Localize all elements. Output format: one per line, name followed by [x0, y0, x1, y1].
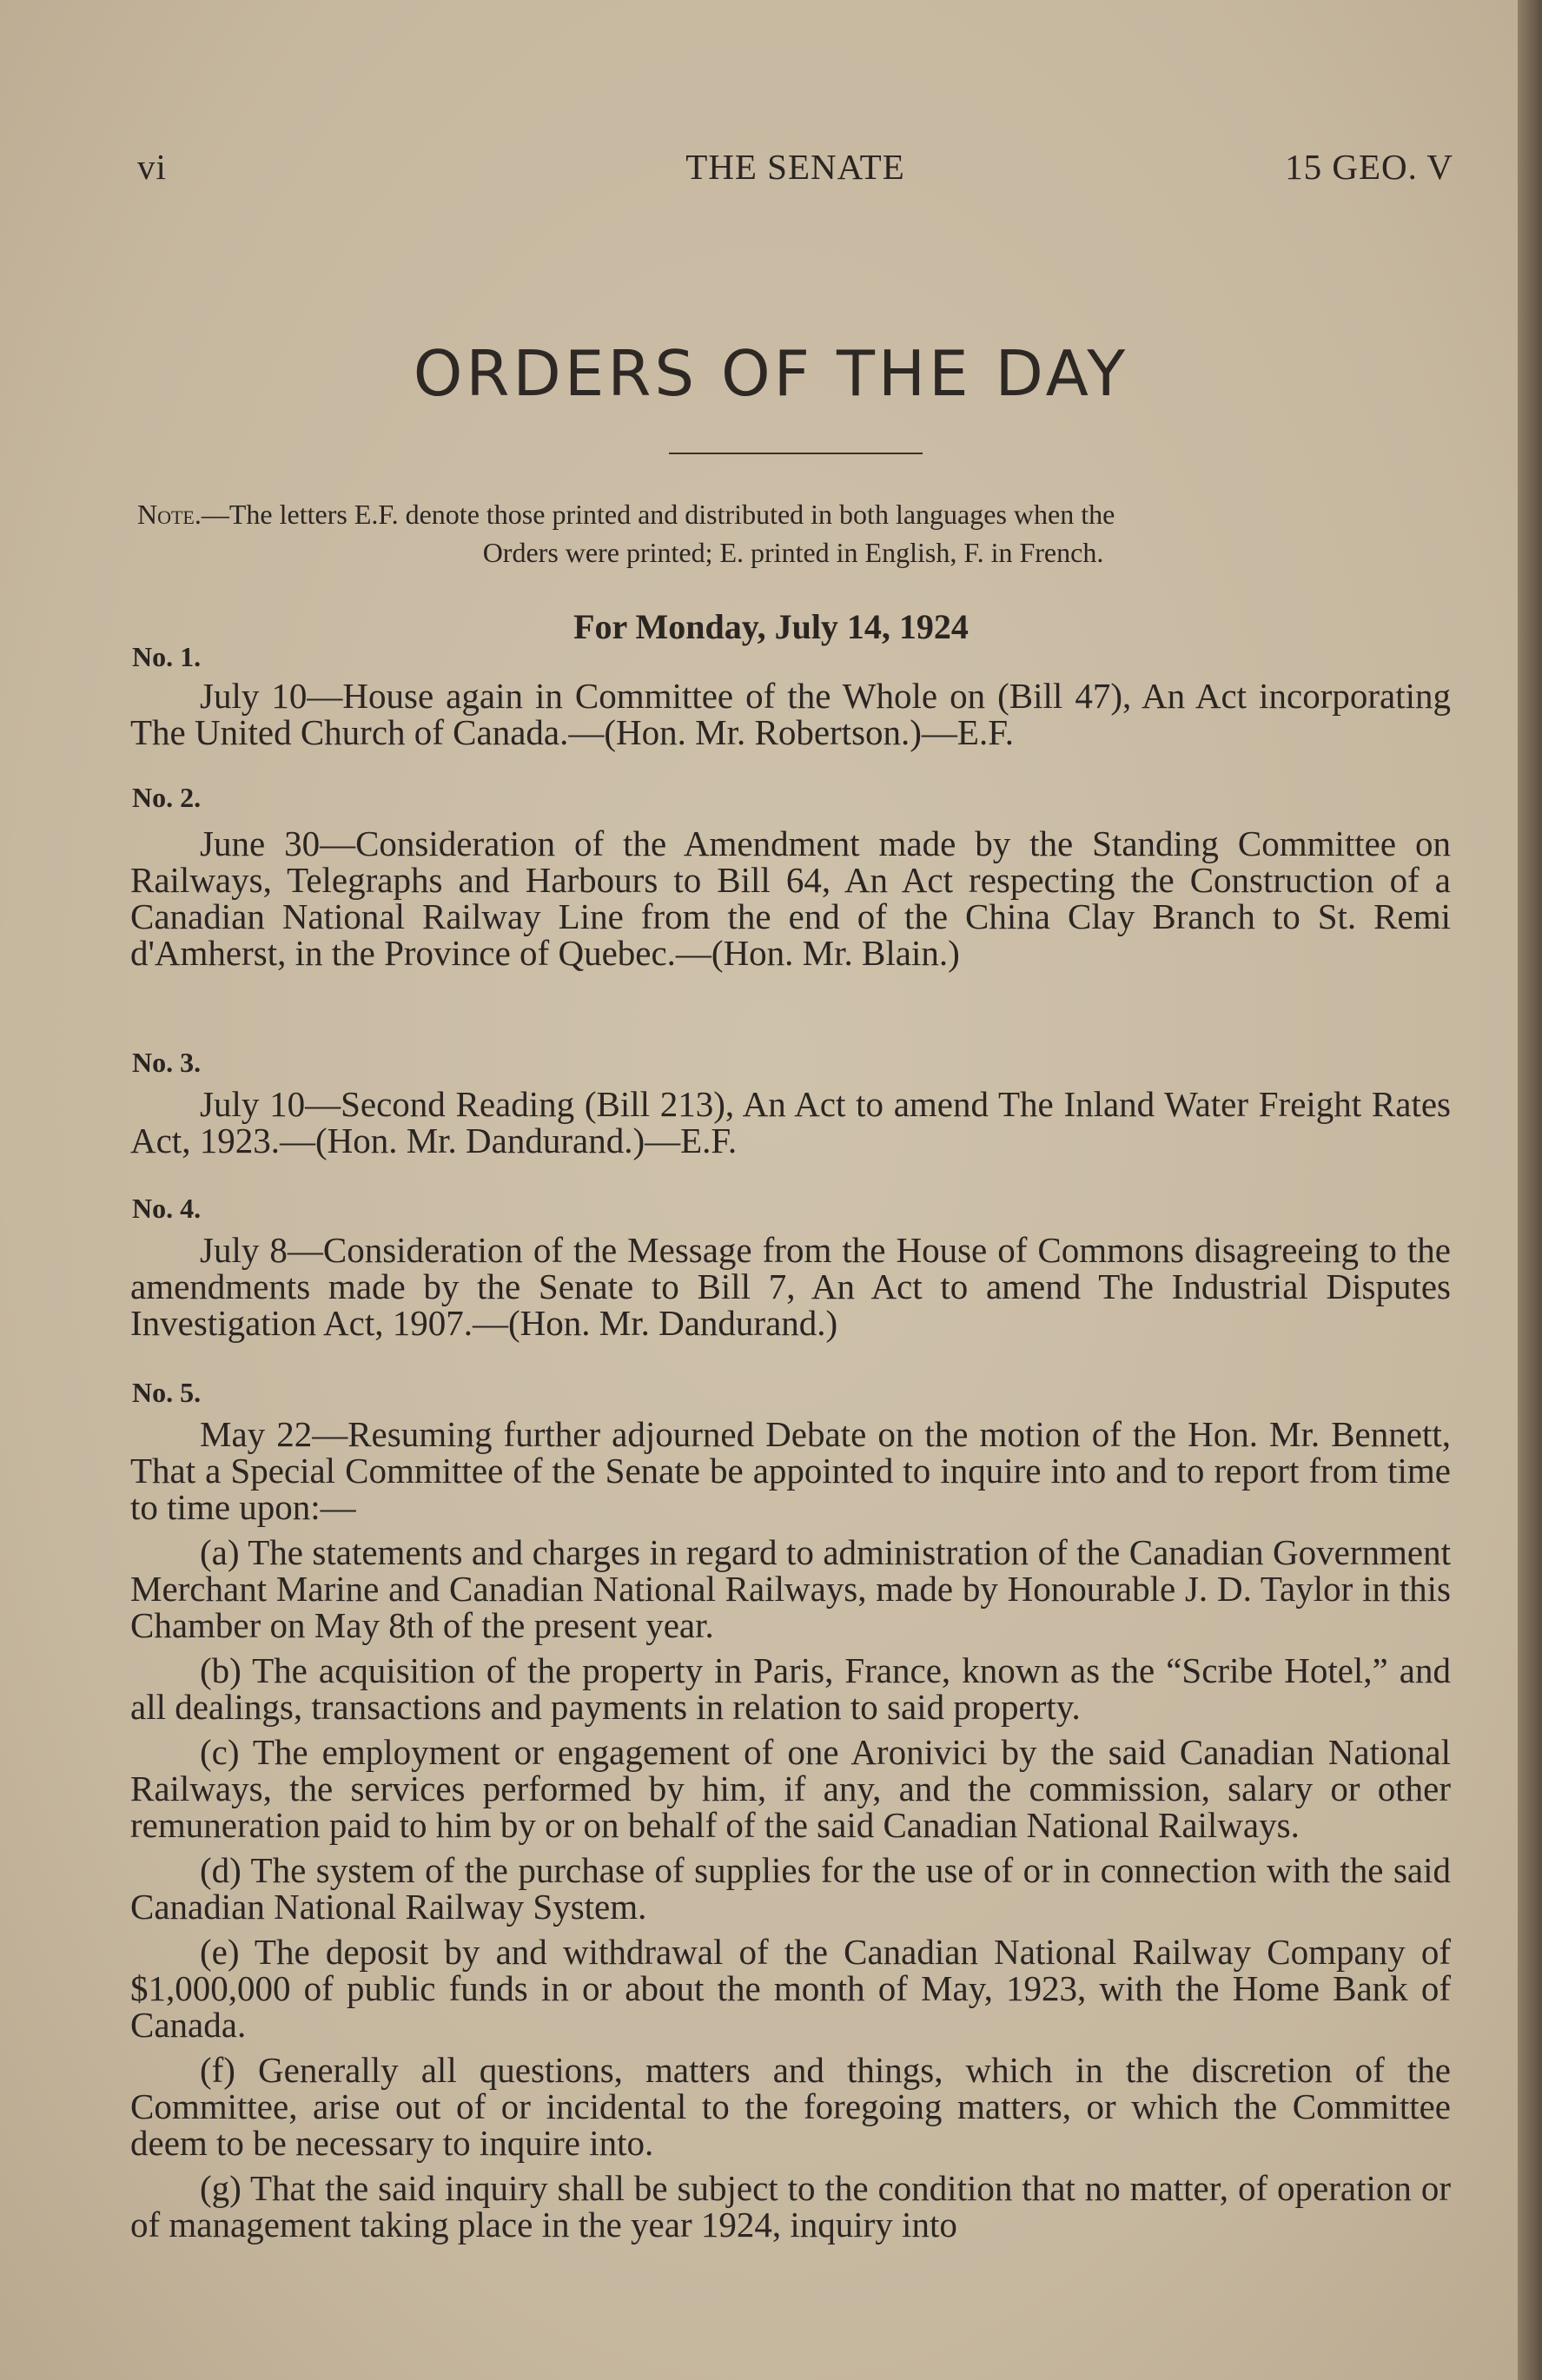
running-header	[137, 146, 1453, 189]
note-line-2: Orders were printed; E. printed in English, F. in French.	[482, 537, 1104, 568]
subitem-c: (c) The employment or engagement of one Aronivici by the said Canadian National Railways, the services performed by him, if any, and the commission, salary or other remuneration paid to him by or on behalf of the said Canadian National Railways.	[130, 1732, 1451, 1845]
item-number: No. 5.	[132, 1377, 202, 1408]
subitem-d: (d) The system of the purchase of supplies for the use of or in connection with the said Canadian National Railway System.	[130, 1850, 1451, 1927]
order-item	[130, 825, 1451, 971]
note-block	[137, 495, 1449, 572]
page-number: vi	[137, 147, 167, 187]
note-text-1: —The letters E.F. denote those printed and distributed in both languages when the	[201, 499, 1115, 530]
item-number: No. 3.	[132, 1047, 202, 1078]
item-text: July 8—Consideration of the Message from the House of Commons disagreeing to the amendments made by the Senate to Bill 7, An Act to amend The Industrial Disputes Investigation Act, 1907.—(Hon. Mr. Dandurand.)	[130, 1230, 1451, 1343]
item-number: No. 1.	[132, 641, 202, 672]
note-line-1	[137, 495, 1449, 533]
order-item	[130, 1086, 1451, 1159]
subitem-g: (g) That the said inquiry shall be subject to the condition that no matter, of operation or of management taking place in the year 1924, inquiry into	[130, 2168, 1451, 2244]
item-number: No. 2.	[132, 782, 202, 813]
title-divider	[669, 453, 923, 454]
item-number: No. 4.	[132, 1193, 202, 1224]
order-item	[130, 1416, 1451, 2251]
regnal-year: 15 GEO. V	[1285, 147, 1453, 187]
note-label: Note.	[137, 499, 202, 530]
running-title: THE SENATE	[685, 147, 905, 187]
subitem-e: (e) The deposit by and withdrawal of the Canadian National Railway Company of $1,000,000 of public funds in or about the month of May, 1923, with the Home Bank of Canada.	[130, 1932, 1451, 2045]
item-text: July 10—House again in Committee of the Whole on (Bill 47), An Act incorporating The United Church of Canada.—(Hon. Mr. Robertson.)—E.F.	[130, 676, 1451, 752]
subitem-a: (a) The statements and charges in regard to administration of the Canadian Government Merchant Marine and Canadian National Railways, made by Honourable J. D. Taylor in this Chamber on May 8th of the present year.	[130, 1532, 1451, 1645]
sitting-date: For Monday, July 14, 1924	[573, 607, 969, 646]
page-title: ORDERS OF THE DAY	[413, 337, 1129, 410]
subitem-f: (f) Generally all questions, matters and things, which in the discretion of the Committee, arise out of or incidental to the foregoing matters, or which the Committee deem to be necessary to inquire into.	[130, 2050, 1451, 2163]
subitem-b: (b) The acquisition of the property in Paris, France, known as the “Scribe Hotel,” and all dealings, transactions and payments in relation to said property.	[130, 1650, 1451, 1727]
order-item	[130, 1232, 1451, 1341]
order-item	[130, 678, 1451, 750]
item-text: July 10—Second Reading (Bill 213), An Act to amend The Inland Water Freight Rates Act, 1923.—(Hon. Mr. Dandurand.)—E.F.	[130, 1084, 1451, 1160]
item-text: June 30—Consideration of the Amendment made by the Standing Committee on Railways, Telegraphs and Harbours to Bill 64, An Act respecting the Construction of a Canadian National Railway Line from the end of the China Clay Branch to St. Remi d'Amherst, in the Province of Quebec.—(Hon. Mr. Blain.)	[130, 823, 1451, 973]
item-text: May 22—Resuming further adjourned Debate on the motion of the Hon. Mr. Bennett, That a Special Committee of the Senate be appointed to inquire into and to report from time to time upon:—	[130, 1414, 1451, 1527]
